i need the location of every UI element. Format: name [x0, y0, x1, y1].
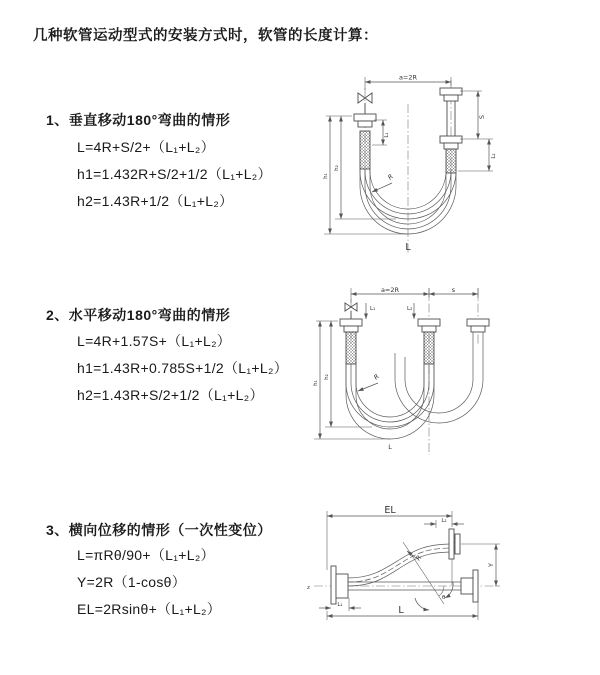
left-flange-hub: [336, 574, 348, 598]
dim-label-l1: L₁: [370, 306, 376, 312]
section-3-formula-Y: Y=2R（1-cosθ）: [77, 574, 187, 590]
length-label: L: [405, 242, 411, 253]
upper-flange-plate: [449, 529, 454, 559]
section-3-heading: 3、横向位移的情形（一次性变位）: [46, 522, 272, 538]
length-label: L: [388, 443, 392, 451]
hose-displaced-position: [348, 544, 450, 586]
dim-label-l2: L₂: [407, 306, 413, 312]
section-2-heading: 2、水平移动180°弯曲的情形: [46, 307, 231, 323]
hose-position-2: [346, 364, 434, 439]
dim-label-l2: L₂: [441, 518, 447, 524]
left-braided-hose-end: [346, 332, 356, 364]
theta-arrow-left: [415, 598, 429, 610]
radius-construction-line: [403, 542, 444, 604]
right-lower-nut: [444, 143, 458, 149]
radius-arrow: [358, 383, 378, 391]
right-top-flange: [440, 88, 462, 95]
left-flange: [354, 114, 376, 121]
left-braided-hose-end: [360, 131, 370, 169]
page-title: 几种软管运动型式的安装方式时，软管的长度计算：: [33, 28, 378, 44]
diagram-horizontal-180-bend: [306, 283, 596, 463]
dim-label-a2r: a=2R: [398, 73, 418, 82]
section-1-formula-h2: h2=1.43R+1/2（L₁+L₂）: [77, 193, 234, 209]
left-flange-plate: [331, 566, 336, 604]
hose-position-shifted: [395, 332, 483, 423]
dim-label-l1: L₁: [384, 132, 390, 138]
section-1-formula-L: L=4R+S/2+（L₁+L₂）: [77, 139, 215, 155]
axis-mark-label: z: [307, 585, 310, 591]
section-3-formula-L: L=πRθ/90+（L₁+L₂）: [77, 547, 215, 563]
radius-label: R: [414, 553, 424, 563]
section-2-formula-h1: h1=1.43R+0.785S+1/2（L₁+L₂）: [77, 360, 288, 376]
diagram-lateral-displacement: [303, 498, 598, 648]
dim-label-h2: h₂: [334, 165, 340, 171]
section-2-formula-h2: h2=1.43R+S/2+1/2（L₁+L₂）: [77, 387, 264, 403]
right-flange-plate: [473, 570, 478, 602]
dim-label-s: s: [451, 285, 456, 294]
right-lower-flange: [440, 136, 462, 143]
dim-label-l: L: [398, 605, 404, 616]
section-2-formula-L: L=4R+1.57S+（L₁+L₂）: [77, 333, 232, 349]
radius-label: R: [372, 372, 381, 382]
dim-label-el: EL: [384, 505, 396, 516]
section-3-formula-EL: EL=2Rsinθ+（L₁+L₂）: [77, 601, 222, 617]
dim-label-l2: L₂: [491, 153, 497, 159]
dim-label-a2r: a=2R: [380, 285, 400, 294]
right-flange: [467, 319, 489, 326]
dim-label-y: Y: [487, 563, 495, 567]
section-1-heading: 1、垂直移动180°弯曲的情形: [46, 112, 231, 128]
diagram-vertical-180-bend: [308, 68, 588, 258]
left-flange: [340, 319, 362, 326]
dim-label-h2: h₂: [324, 374, 330, 380]
dim-label-h1: h₁: [323, 173, 329, 179]
right-nut: [471, 326, 485, 332]
radius-label: R: [386, 172, 395, 182]
left-nut: [358, 121, 372, 127]
hose-position-1: [346, 364, 434, 427]
dim-label-s: S: [478, 114, 486, 120]
right-flange-hub: [461, 578, 473, 594]
right-top-nut: [444, 95, 458, 101]
upper-flange-hub: [455, 534, 460, 554]
middle-braided-hose-end: [424, 332, 434, 364]
section-1-formula-h1: h1=1.432R+S/2+1/2（L₁+L₂）: [77, 166, 272, 182]
dim-label-h1: h₁: [313, 380, 319, 386]
middle-flange: [418, 319, 440, 326]
left-nut: [344, 326, 358, 332]
dim-label-l1: L₁: [337, 602, 343, 608]
radius-arrow: [372, 183, 392, 192]
middle-nut: [422, 326, 436, 332]
theta-label: θ: [442, 595, 446, 601]
